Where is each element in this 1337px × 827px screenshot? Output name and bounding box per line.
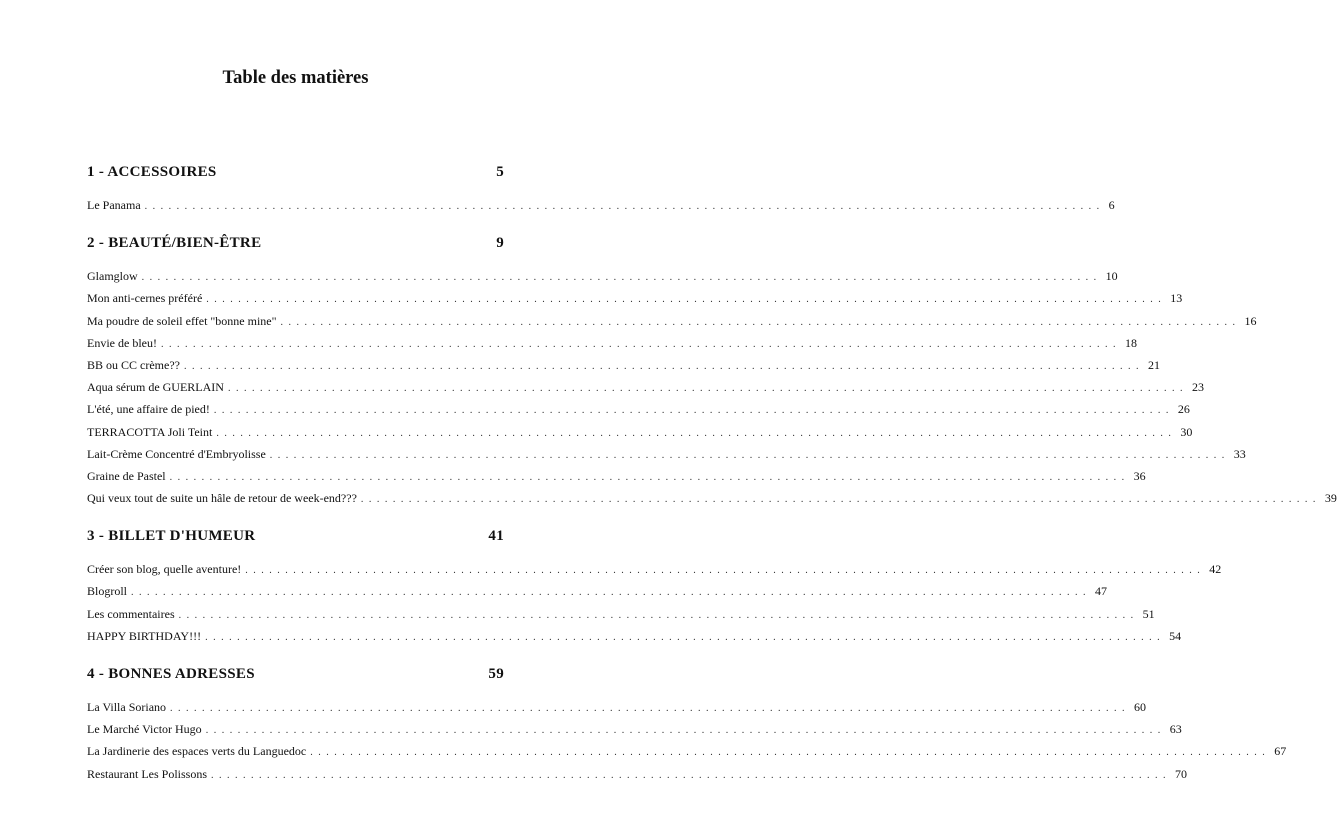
entry-page-number: 23 [1191, 380, 1204, 395]
toc-entry[interactable] [87, 265, 1118, 287]
toc-entry[interactable] [87, 580, 1108, 602]
dot-leader: ........................................................................................................................ [205, 631, 1166, 643]
dot-leader: ........................................................................................................................ [211, 769, 1171, 781]
entry-label: Aqua sérum de GUERLAIN [87, 380, 224, 395]
table-of-contents [87, 164, 1337, 804]
dot-leader: ........................................................................................................................ [169, 471, 1130, 483]
entry-page-number: 67 [1274, 744, 1287, 759]
entry-page-number: 18 [1124, 335, 1137, 350]
entry-label: La Villa Soriano [87, 700, 167, 714]
page-title: Table des matières [222, 68, 369, 88]
entry-label: Les commentaires [87, 606, 175, 621]
entry-label: HAPPY BIRTHDAY!!! [87, 628, 202, 643]
toc-entry[interactable] [87, 443, 1246, 465]
entry-label: La Jardinerie des espaces verts du Languedoc [87, 744, 307, 759]
entry-page-number: 36 [1133, 468, 1146, 483]
toc-section [87, 235, 1337, 509]
entry-label: Glamglow [87, 269, 138, 284]
toc-entry[interactable] [87, 398, 1190, 420]
section-page-number: 59 [488, 666, 504, 682]
dot-leader: ........................................................................................................................ [170, 703, 1131, 714]
entry-label: Créer son blog, quelle aventure! [87, 562, 242, 577]
section-heading-label: 1 - ACCESSOIRES [87, 164, 217, 180]
toc-section [87, 528, 1222, 647]
section-page-number: 41 [488, 528, 504, 545]
entry-page-number: 70 [1175, 766, 1187, 781]
dot-leader: ........................................................................................................................ [144, 201, 1105, 212]
toc-section [87, 666, 1287, 785]
entry-page-number: 60 [1134, 700, 1147, 714]
section-heading[interactable] [87, 528, 504, 548]
entry-label: Graine de Pastel [87, 468, 166, 483]
entry-page-number: 54 [1169, 628, 1182, 643]
section-heading[interactable] [87, 235, 504, 255]
dot-leader: ........................................................................................................................ [183, 360, 1144, 372]
entry-page-number: 30 [1180, 424, 1193, 439]
section-heading[interactable] [87, 666, 504, 686]
entry-label: Le Panama [87, 198, 141, 212]
dot-leader: ........................................................................................................................ [360, 494, 1321, 506]
dot-leader: ........................................................................................................................ [216, 427, 1177, 439]
toc-section [87, 164, 1115, 216]
entry-page-number: 6 [1108, 198, 1115, 212]
section-heading[interactable] [87, 164, 504, 184]
toc-entry[interactable] [87, 376, 1204, 398]
dot-leader: ........................................................................................................................ [131, 587, 1092, 599]
dot-leader: ........................................................................................................................ [280, 316, 1241, 328]
section-heading-label: 2 - BEAUTÉ/BIEN-ÊTRE [87, 235, 262, 252]
toc-entry[interactable] [87, 287, 1183, 309]
entry-page-number: 33 [1233, 446, 1246, 461]
toc-entry[interactable] [87, 421, 1193, 443]
toc-entry[interactable] [87, 696, 1147, 718]
section-page-number: 5 [496, 164, 504, 180]
dot-leader: ........................................................................................................................ [269, 449, 1230, 461]
section-heading-label: 3 - BILLET D'HUMEUR [87, 528, 256, 545]
entry-label: Qui veux tout de suite un hâle de retour de week-end??? [87, 491, 357, 506]
entry-page-number: 21 [1147, 357, 1160, 372]
toc-entry[interactable] [87, 332, 1137, 354]
dot-leader: ........................................................................................................................ [205, 725, 1166, 737]
entry-page-number: 39 [1324, 491, 1337, 506]
entry-label: Lait-Crème Concentré d'Embryolisse [87, 446, 266, 461]
entry-label: Blogroll [87, 584, 128, 599]
dot-leader: ........................................................................................................................ [141, 272, 1102, 284]
dot-leader: ........................................................................................................................ [227, 383, 1188, 395]
toc-entry[interactable] [87, 487, 1337, 509]
toc-entry[interactable] [87, 310, 1257, 332]
entry-page-number: 13 [1170, 291, 1183, 306]
entry-label: Ma poudre de soleil effet "bonne mine" [87, 313, 277, 328]
entry-label: Le Marché Victor Hugo [87, 722, 202, 737]
dot-leader: ........................................................................................................................ [160, 338, 1121, 350]
toc-entry[interactable] [87, 763, 1187, 785]
dot-leader: ........................................................................................................................ [310, 747, 1271, 759]
toc-entry[interactable] [87, 558, 1222, 580]
entry-label: TERRACOTTA Joli Teint [87, 424, 213, 439]
toc-entry[interactable] [87, 718, 1182, 740]
entry-page-number: 47 [1095, 584, 1108, 599]
toc-entry[interactable] [87, 354, 1160, 376]
entry-label: Envie de bleu! [87, 335, 157, 350]
toc-entry[interactable] [87, 194, 1115, 216]
toc-entry[interactable] [87, 740, 1287, 762]
dot-leader: ........................................................................................................................ [178, 609, 1139, 621]
entry-page-number: 26 [1177, 402, 1190, 417]
entry-label: Restaurant Les Polissons [87, 766, 207, 781]
entry-page-number: 10 [1105, 269, 1118, 284]
entry-page-number: 51 [1142, 606, 1155, 621]
entry-page-number: 63 [1169, 722, 1182, 737]
section-heading-label: 4 - BONNES ADRESSES [87, 666, 255, 682]
entry-label: L'été, une affaire de pied! [87, 402, 210, 417]
toc-entry[interactable] [87, 465, 1146, 487]
toc-entry[interactable] [87, 625, 1182, 647]
entry-page-number: 16 [1244, 313, 1257, 328]
dot-leader: ........................................................................................................................ [245, 565, 1206, 577]
entry-label: BB ou CC crème?? [87, 357, 180, 372]
dot-leader: ........................................................................................................................ [206, 294, 1167, 306]
entry-label: Mon anti-cernes préféré [87, 291, 203, 306]
section-page-number: 9 [496, 235, 504, 252]
toc-entry[interactable] [87, 603, 1155, 625]
entry-page-number: 42 [1209, 562, 1222, 577]
dot-leader: ........................................................................................................................ [213, 405, 1174, 417]
